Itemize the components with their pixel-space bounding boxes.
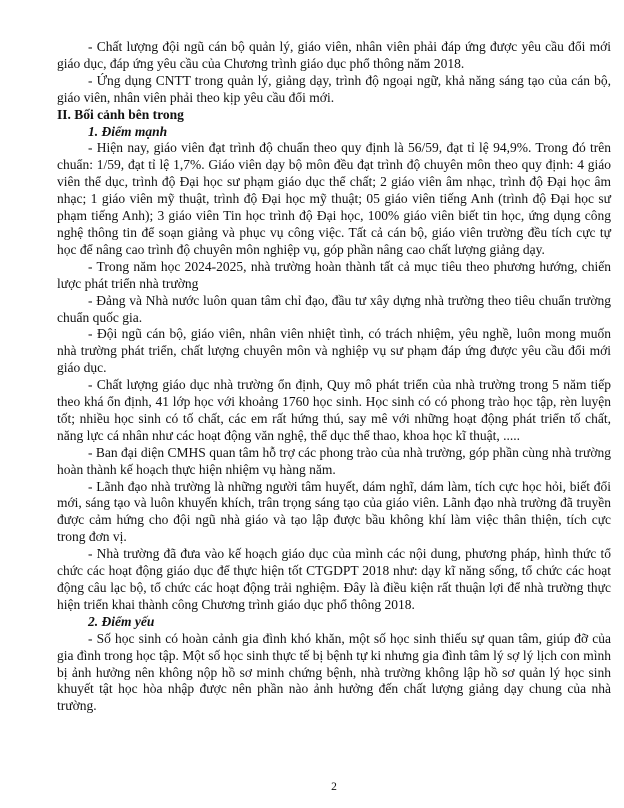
paragraph-school-year-goals: - Trong năm học 2024-2025, nhà trường hoàn thành tất cả mục tiêu theo phương hướng, chiến lược phát triển nhà trường [57, 258, 611, 291]
subsection-heading-weaknesses: 2. Điểm yếu [88, 613, 155, 629]
paragraph-quality-staff: - Chất lượng đội ngũ cán bộ quản lý, giáo viên, nhân viên phải đáp ứng được yêu cầu đổi mới giáo dục, đáp ứng yêu cầu của Chương trình giáo dục phổ thông năm 2018. [57, 39, 611, 71]
paragraph-student-difficulties: - Số học sinh có hoàn cảnh gia đình khó khăn, một số học sinh thiếu sự quan tâm, giúp đỡ của gia đình trong học tập. Một số học sinh thực tế bị bệnh tự ki nhưng gia đình tâm lý sợ lý lịch con mình bị ảnh hưởng nên không nộp hồ sơ minh chứng bệnh, nhà trường không lập hồ sơ quản lý học sinh khuyết tật học hòa nhập được nên phần nào ảnh hưởng đến chất lượng giảng dạy chung của nhà trường. [57, 630, 611, 714]
section-heading-internal-context: II. Bối cảnh bên trong [57, 106, 184, 122]
paragraph-parent-board-support: - Ban đại diện CMHS quan tâm hỗ trợ các phong trào của nhà trường, góp phần cùng nhà trường hoàn thành kế hoạch thực hiện nhiệm vụ hàng năm. [57, 444, 611, 477]
subsection-heading-strengths: 1. Điểm mạnh [88, 123, 168, 139]
document-body [57, 39, 611, 715]
paragraph-party-state-support: - Đảng và Nhà nước luôn quan tâm chỉ đạo, đầu tư xây dựng nhà trường theo tiêu chuẩn trường chuẩn quốc gia. [57, 292, 611, 325]
paragraph-education-plan-ctgdpt: - Nhà trường đã đưa vào kế hoạch giáo dục của mình các nội dung, phương pháp, hình thức tổ chức các hoạt động giáo dục để thực hiện tốt CTGDPT 2018 như: dạy kĩ năng sống, tổ chức các hoạt động câu lạc bộ, tổ chức các hoạt động trải nghiệm. Đây là điều kiện rất thuận lợi để nhà trường thực hiện triển khai thành công Chương trình giáo dục phổ thông 2018. [57, 546, 611, 612]
paragraph-staff-dedication: - Đội ngũ cán bộ, giáo viên, nhân viên nhiệt tình, có trách nhiệm, yêu nghề, luôn mong muốn nhà trường phát triển, chất lượng chuyên môn và nghiệp vụ sư phạm đáp ứng được yêu cầu đổi mới giáo dục. [57, 326, 611, 376]
paragraph-school-leadership: - Lãnh đạo nhà trường là những người tâm huyết, dám nghĩ, dám làm, tích cực học hỏi, biết đổi mới, sáng tạo và luôn khuyến khích, trân trọng sáng tạo của giáo viên. Lãnh đạo nhà trường đã truyền được cảm hứng cho đội ngũ nhà giáo và tạo lập được bầu không khí làm việc thân thiện, tích cực trong đơn vị. [57, 478, 611, 545]
paragraph-teacher-qualifications: - Hiện nay, giáo viên đạt trình độ chuẩn theo quy định là 56/59, đạt tỉ lệ 94,9%. Trong đó trên chuẩn: 1/59, đạt tỉ lệ 1,7%. Giáo viên dạy bộ môn đều đạt trình độ chuyên môn theo quy định: 4 giáo viên thể dục, trình độ Đại học sư phạm giáo dục thể chất; 2 giáo viên âm nhạc, trình độ Đại học âm nhạc; 1 giáo viên mỹ thuật, trình độ Đại học mỹ thuật; 05 giáo viên tiếng Anh (trình độ Đại học sư phạm tiếng Anh); 3 giáo viên Tin học trình độ Đại học, 100% giáo viên biết tin học, ứng dụng công nghệ thông tin để soạn giảng và phục vụ công việc. Tất cả cán bộ, giáo viên trường đều tích cực tự học để nâng cao trình độ chuyên môn nghiệp vụ, góp phần nâng cao chất lượng giảng dạy. [57, 140, 611, 257]
paragraph-cntt-application: - Ứng dụng CNTT trong quản lý, giảng dạy, trình độ ngoại ngữ, khả năng sáng tạo của cán bộ, giáo viên, nhân viên phải theo kịp yêu cầu đổi mới. [57, 72, 611, 105]
page-number: 2 [331, 781, 337, 793]
paragraph-education-quality-stability: - Chất lượng giáo dục nhà trường ổn định, Quy mô phát triển của nhà trường trong 5 năm tiếp theo khá ổn định, 41 lớp học với khoảng 1760 học sinh. Học sinh có có phong trào học tập, rèn luyện tốt; nhiều học sinh có tố chất, các em rất hứng thú, say mê với những hoạt động phát triển tố chất, năng lực cá nhân như các hoạt động văn nghệ, thể dục thể thao, khoa học kĩ thuật, ..... [57, 377, 611, 443]
